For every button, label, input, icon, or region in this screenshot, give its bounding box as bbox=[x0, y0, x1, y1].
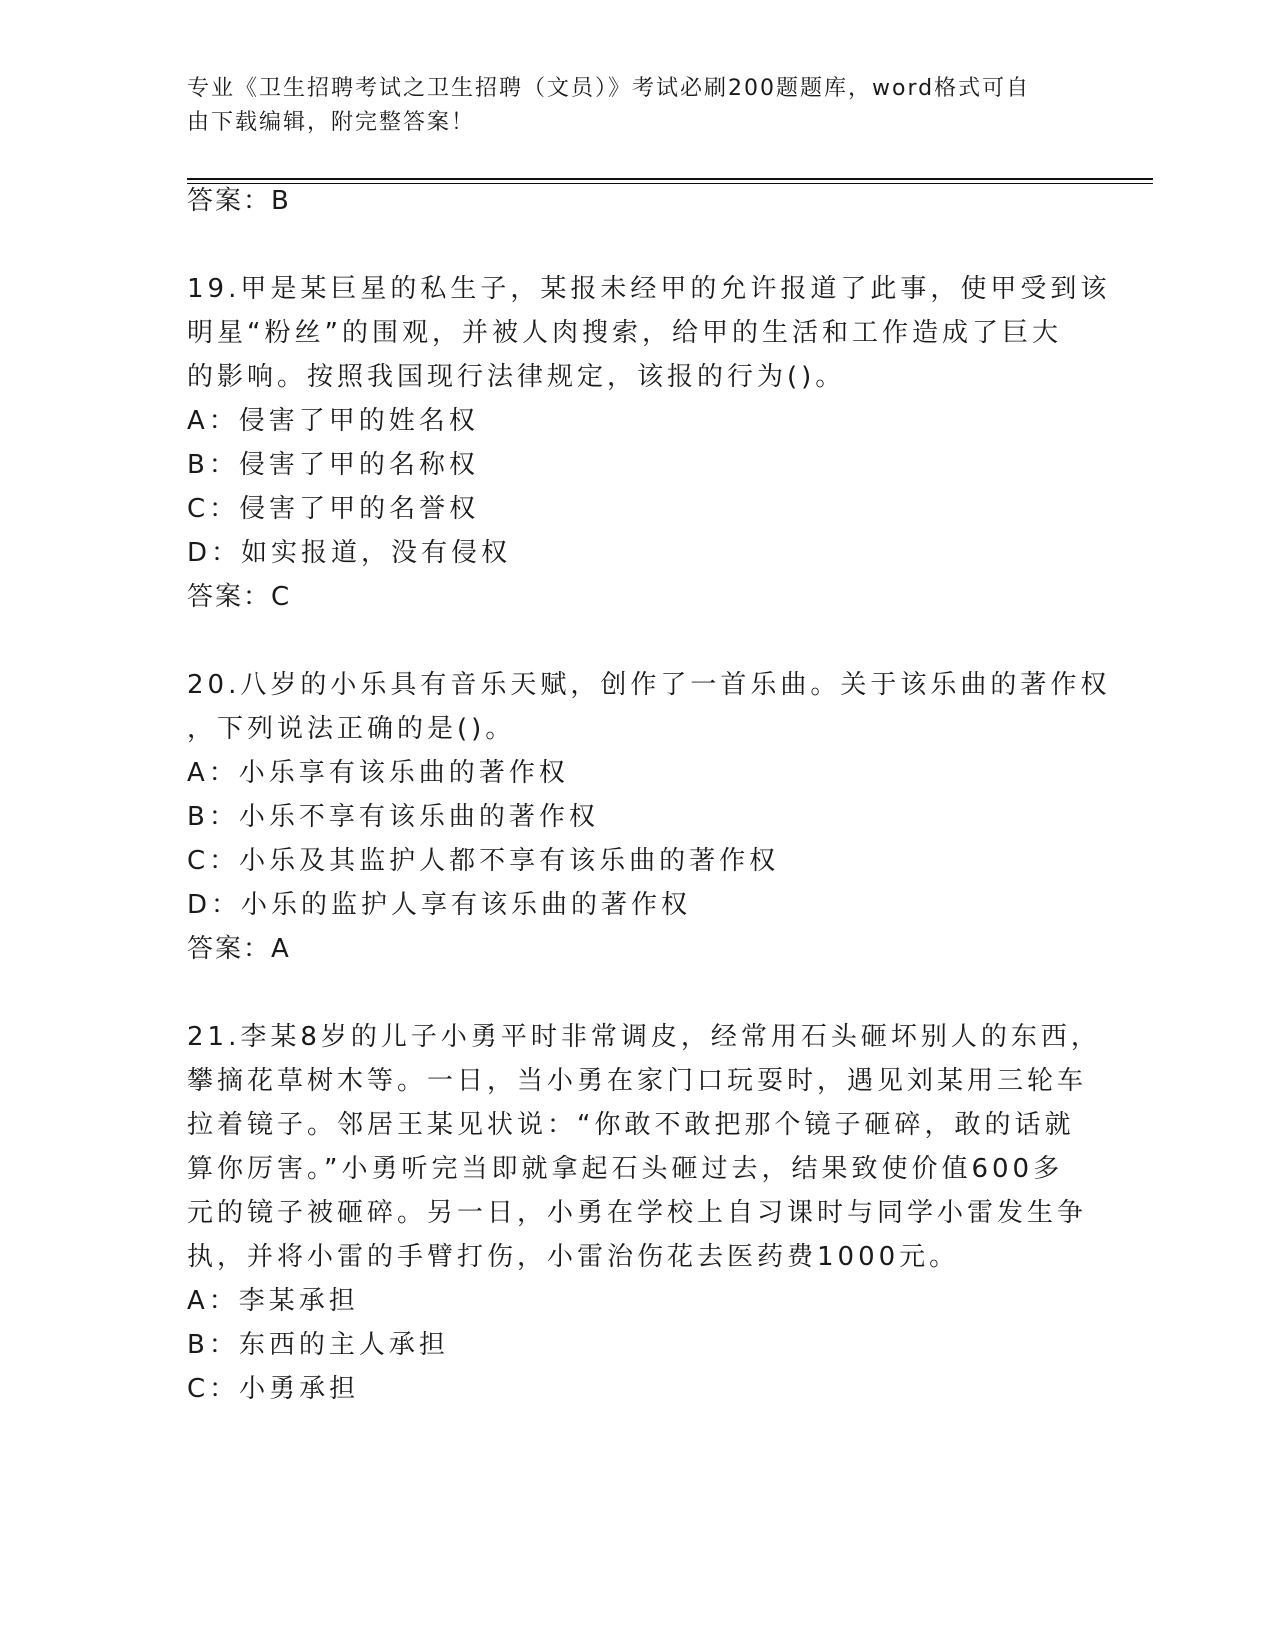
question-21-line-3: 拉着镜子。邻居王某见状说：“你敢不敢把那个镜子砸碎，敢的话就 bbox=[187, 1110, 1075, 1140]
question-20-option-d: D：小乐的监护人享有该乐曲的著作权 bbox=[187, 890, 692, 920]
question-19-option-c: C：侵害了甲的名誉权 bbox=[187, 494, 480, 524]
question-19-option-b: B：侵害了甲的名称权 bbox=[187, 450, 479, 480]
question-21-line-4: 算你厉害。”小勇听完当即就拿起石头砸过去，结果致使价值600多 bbox=[187, 1154, 1064, 1184]
question-20-answer: 答案：A bbox=[187, 934, 291, 964]
question-20-option-b: B：小乐不享有该乐曲的著作权 bbox=[187, 802, 599, 832]
question-20-line-1: 20.八岁的小乐具有音乐天赋，创作了一首乐曲。关于该乐曲的著作权 bbox=[187, 670, 1111, 700]
question-19-line-3: 的影响。按照我国现行法律规定，该报的行为()。 bbox=[187, 362, 846, 392]
answer-prev: 答案：B bbox=[187, 186, 291, 216]
question-19-answer: 答案：C bbox=[187, 582, 292, 612]
question-21-option-a: A：李某承担 bbox=[187, 1286, 359, 1316]
question-19-line-2: 明星“粉丝”的围观，并被人肉搜索，给甲的生活和工作造成了巨大 bbox=[187, 318, 1062, 348]
header-line-2: 由下载编辑，附完整答案！ bbox=[187, 110, 476, 135]
question-19-option-a: A：侵害了甲的姓名权 bbox=[187, 406, 479, 436]
page-header bbox=[187, 72, 1087, 140]
question-20-option-c: C：小乐及其监护人都不享有该乐曲的著作权 bbox=[187, 846, 780, 876]
header-line-1: 专业《卫生招聘考试之卫生招聘（文员）》考试必刷200题题库，word格式可自 bbox=[187, 76, 1031, 101]
header-divider-thick bbox=[187, 178, 1153, 180]
question-21-option-c: C：小勇承担 bbox=[187, 1374, 360, 1404]
question-19-option-d: D：如实报道，没有侵权 bbox=[187, 538, 512, 568]
question-21-option-b: B：东西的主人承担 bbox=[187, 1330, 449, 1360]
question-19-line-1: 19.甲是某巨星的私生子，某报未经甲的允许报道了此事，使甲受到该 bbox=[187, 274, 1111, 304]
question-21-line-6: 执，并将小雷的手臂打伤，小雷治伤花去医药费1000元。 bbox=[187, 1242, 960, 1272]
question-20-line-2: ，下列说法正确的是()。 bbox=[187, 714, 516, 744]
question-21-line-2: 攀摘花草树木等。一日，当小勇在家门口玩耍时，遇见刘某用三轮车 bbox=[187, 1066, 1088, 1096]
question-21-line-5: 元的镜子被砸碎。另一日，小勇在学校上自习课时与同学小雷发生争 bbox=[187, 1198, 1088, 1228]
question-21-line-1: 21.李某8岁的儿子小勇平时非常调皮，经常用石头砸坏别人的东西， bbox=[187, 1022, 1101, 1052]
header-divider-thin bbox=[187, 183, 1153, 184]
question-20-option-a: A：小乐享有该乐曲的著作权 bbox=[187, 758, 569, 788]
